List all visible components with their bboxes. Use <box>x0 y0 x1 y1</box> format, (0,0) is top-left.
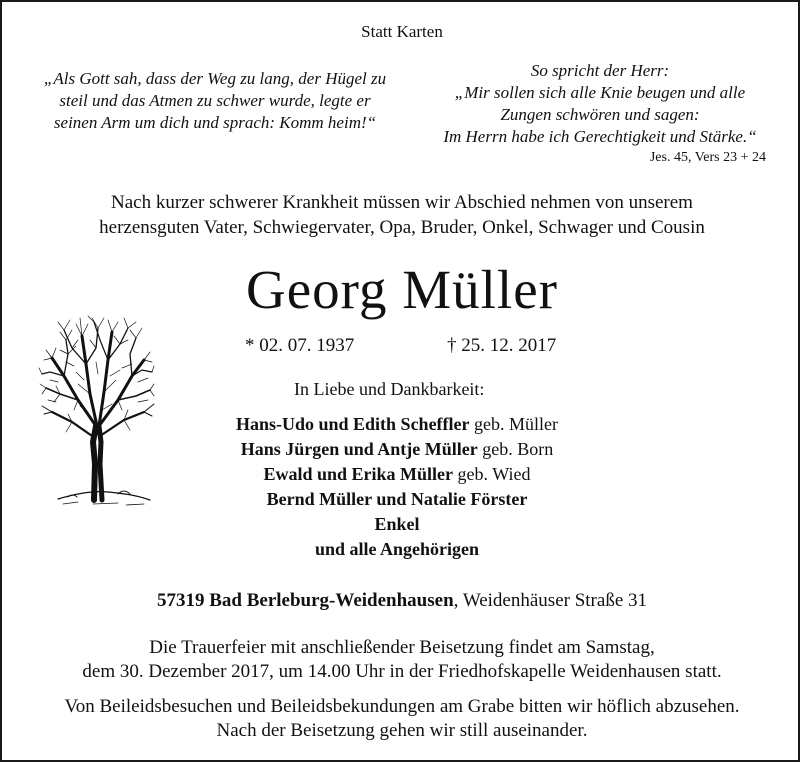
deceased-name: Georg Müller <box>246 259 558 320</box>
mourner-name: Hans Jürgen und Antje Müller <box>240 439 478 459</box>
funeral-line: dem 30. Dezember 2017, um 14.00 Uhr in der Friedhofskapelle Weidenhausen statt. <box>82 661 722 682</box>
mourner-entry <box>172 412 622 437</box>
mourner-entry <box>172 512 622 537</box>
intro-text <box>2 190 800 240</box>
quote-right-line: „Mir sollen sich alle Knie beugen und alle <box>454 83 746 102</box>
quote-right-line: Im Herrn habe ich Gerechtigkeit und Stärke.“ <box>443 127 757 146</box>
mourner-entry <box>172 537 622 562</box>
bible-reference: Jes. 45, Vers 23 + 24 <box>649 150 766 165</box>
closing-line: Nach der Beisetzung gehen wir still auseinander. <box>216 720 588 741</box>
quote-left-line: steil und das Atmen zu schwer wurde, legte er <box>59 91 371 110</box>
mourner-entry <box>172 437 622 462</box>
quote-left <box>20 68 410 134</box>
quote-left-line: seinen Arm um dich und sprach: Komm heim!“ <box>53 113 377 132</box>
birth-date: * 02. 07. 1937 <box>245 335 355 356</box>
death-date: † 25. 12. 2017 <box>447 335 557 356</box>
intro-line: herzensguten Vater, Schwiegervater, Opa, Bruder, Onkel, Schwager und Cousin <box>99 217 705 238</box>
funeral-line: Die Trauerfeier mit anschließender Beisetzung findet am Samstag, <box>149 637 655 658</box>
mourner-entry <box>172 487 622 512</box>
mourner-name: Enkel <box>374 514 420 534</box>
mourner-maiden-name: geb. Born <box>477 439 554 459</box>
closing-text <box>2 695 800 743</box>
mourner-maiden-name: geb. Müller <box>469 414 559 434</box>
address <box>2 590 800 612</box>
intro-line: Nach kurzer schwerer Krankheit müssen wir Abschied nehmen von unserem <box>111 192 693 213</box>
quote-right-line: Zungen schwören und sagen: <box>500 105 700 124</box>
header-statt-karten: Statt Karten <box>361 22 443 41</box>
mourners-list <box>172 412 622 562</box>
tree-illustration-icon <box>38 314 156 510</box>
mourner-name: Hans-Udo und Edith Scheffler <box>235 414 470 434</box>
mourner-name: Ewald und Erika Müller <box>263 464 454 484</box>
mourner-name: Bernd Müller und Natalie Förster <box>266 489 528 509</box>
quote-left-line: „Als Gott sah, dass der Weg zu lang, der Hügel zu <box>43 69 387 88</box>
funeral-info <box>2 636 800 684</box>
mourner-maiden-name: geb. Wied <box>453 464 531 484</box>
address-street: , Weidenhäuser Straße 31 <box>453 590 647 611</box>
address-city: 57319 Bad Berleburg-Weidenhausen <box>157 590 454 611</box>
closing-line: Von Beileidsbesuchen und Beileidsbekundungen am Grabe bitten wir höflich abzusehen. <box>64 696 740 717</box>
mourner-entry <box>172 462 622 487</box>
quote-right-line: So spricht der Herr: <box>530 61 670 80</box>
quote-right <box>410 60 790 148</box>
mourners-heading: In Liebe und Dankbarkeit: <box>294 379 485 399</box>
mourner-name: und alle Angehörigen <box>314 539 480 559</box>
